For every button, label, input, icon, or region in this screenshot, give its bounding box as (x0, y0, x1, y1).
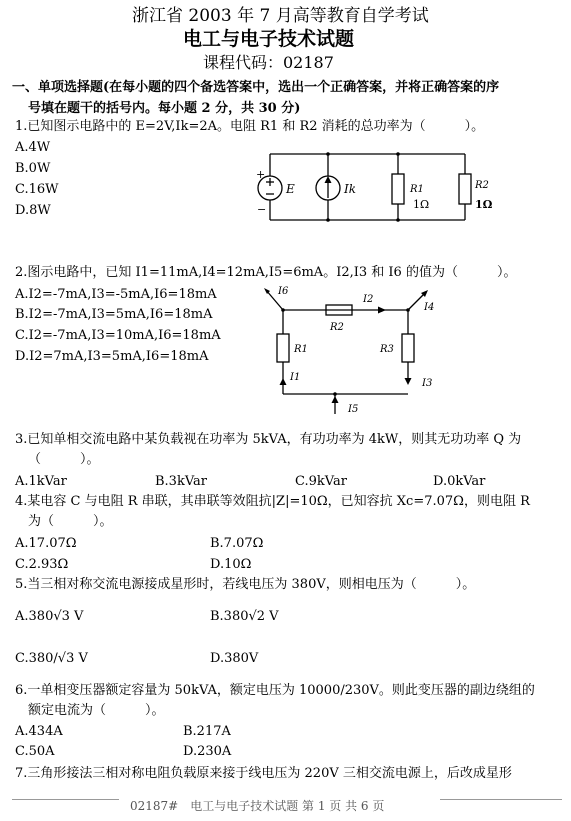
question-3-option-d: D.0kVar (433, 474, 486, 489)
fig2-label-i1: I1 (290, 372, 301, 383)
fig2-label-r1: R1 (294, 344, 308, 355)
fig2-label-i3: I3 (422, 378, 433, 389)
section-heading-cont: 号填在题干的括号内。每小题 2 分，共 30 分) (28, 101, 301, 116)
section-heading: 一、单项选择题(在每小题的四个备选答案中，选出一个正确答案，并将正确答案的序 (12, 80, 500, 95)
circuit-diagram-2 (258, 282, 443, 418)
question-2-stem: 2.图示电路中，已知 I1=11mA,I4=12mA,I5=6mA。I2,I3 和 I6 的值为（ ）。 (15, 265, 517, 280)
question-4-option-d: D.10Ω (210, 557, 252, 572)
question-2-option-b: B.I2=-7mA,I3=5mA,I6=18mA (15, 307, 213, 322)
fig1-label-r1: R1 (410, 184, 424, 195)
page-footer: 02187# 电工与电子技术试题 第 1 页 共 6 页 (130, 799, 385, 813)
fig2-label-i6: I6 (278, 286, 289, 297)
fig1-label-r2: R2 (475, 180, 489, 191)
question-3-option-c: C.9kVar (295, 474, 347, 489)
question-1-option-c: C.16W (15, 182, 59, 197)
fig1-plus: + (256, 168, 266, 181)
exam-header-line: 浙江省 2003 年 7 月高等教育自学考试 (132, 6, 429, 26)
question-6-option-b: B.217A (183, 724, 231, 739)
question-5-option-a: A.380√3 V (15, 609, 84, 624)
question-4-option-c: C.2.93Ω (15, 557, 69, 572)
fig2-label-i5: I5 (348, 404, 359, 415)
question-4-stem-cont: 为（ ）。 (28, 514, 113, 529)
question-4-stem: 4.某电容 C 与电阻 R 串联，其串联等效阻抗|Z|=10Ω，已知容抗 Xc=7.07Ω，则电阻 R (15, 494, 530, 509)
question-1-option-d: D.8W (15, 203, 51, 218)
fig2-label-i4: I4 (424, 302, 435, 313)
fig1-label-ik: Ik (344, 182, 357, 196)
fig1-value-r1: 1Ω (413, 198, 430, 211)
course-code: 课程代码：02187 (203, 53, 334, 72)
question-3-option-a: A.1kVar (15, 474, 67, 489)
question-7-stem: 7.三角形接法三相对称电阻负载原来接于线电压为 220V 三相交流电源上，后改成星形 (15, 766, 512, 781)
fig2-label-i2: I2 (363, 294, 374, 305)
circuit-diagram-1 (250, 148, 510, 230)
footer-rule-left (12, 799, 119, 800)
fig2-label-r2: R2 (330, 322, 344, 333)
question-6-stem-cont: 额定电流为（ ）。 (28, 703, 165, 718)
question-3-option-b: B.3kVar (155, 474, 207, 489)
question-1-stem: 1.已知图示电路中的 E=2V,Ik=2A。电阻 R1 和 R2 消耗的总功率为（ ）。 (15, 119, 485, 134)
question-2-option-c: C.I2=-7mA,I3=10mA,I6=18mA (15, 328, 221, 343)
question-5-stem: 5.当三相对称交流电源接成星形时，若线电压为 380V，则相电压为（ ）。 (15, 577, 476, 592)
question-2-option-d: D.I2=7mA,I3=5mA,I6=18mA (15, 349, 209, 364)
question-4-option-b: B.7.07Ω (210, 536, 264, 551)
fig1-label-e: E (286, 182, 295, 196)
question-3-stem: 3.已知单相交流电路中某负载视在功率为 5kVA，有功功率为 4kW，则其无功功率 Q 为 (15, 432, 522, 447)
footer-rule-right (440, 799, 562, 800)
question-2-option-a: A.I2=-7mA,I3=-5mA,I6=18mA (15, 287, 217, 302)
question-1-option-a: A.4W (15, 140, 51, 155)
question-5-option-d: D.380V (210, 651, 259, 666)
fig2-label-r3: R3 (380, 344, 394, 355)
question-5-option-c: C.380/√3 V (15, 651, 88, 666)
fig1-minus: − (257, 203, 267, 216)
question-6-stem: 6.一单相变压器额定容量为 50kVA，额定电压为 10000/230V。则此变压器的副边绕组的 (15, 683, 535, 698)
question-6-option-a: A.434A (15, 724, 63, 739)
question-6-option-c: C.50A (15, 744, 55, 759)
question-5-option-b: B.380√2 V (210, 609, 279, 624)
question-4-option-a: A.17.07Ω (15, 536, 77, 551)
question-6-option-d: D.230A (183, 744, 232, 759)
question-1-option-b: B.0W (15, 161, 51, 176)
fig1-value-r2: 1Ω (475, 198, 493, 211)
question-3-stem-cont: （ ）。 (28, 452, 100, 467)
page-title: 电工与电子技术试题 (183, 28, 355, 50)
